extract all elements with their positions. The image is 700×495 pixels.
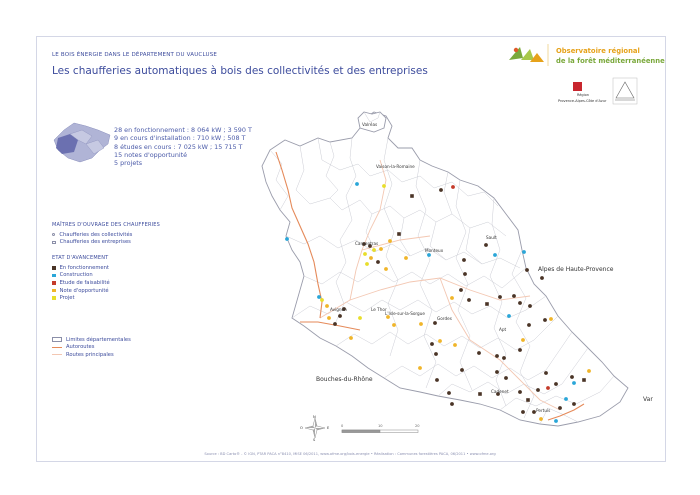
boiler-marker [355,182,359,186]
status-swatch-icon [52,274,56,278]
boiler-marker [543,318,547,322]
boiler-marker [498,295,502,299]
boiler-marker [554,419,558,423]
stat-line: 28 en fonctionnement : 8 064 kW ; 3 590 T [114,126,252,134]
boiler-marker [327,316,331,320]
compass-o: O [300,426,303,430]
town-label: Cadenet [491,389,509,394]
boiler-marker [521,410,525,414]
boiler-marker [467,298,471,302]
scale-label: 10 [378,424,383,428]
region-label-bdr: Bouches-du-Rhône [316,376,373,383]
status-swatch-icon [52,266,56,270]
stat-line: 5 projets [114,159,143,168]
status-swatch-icon [52,296,56,300]
boiler-marker [582,378,586,382]
scale-label: 20 [415,424,420,428]
boiler-marker [404,256,408,260]
boiler-marker [388,239,392,243]
boiler-marker [427,253,431,257]
boiler-marker [433,321,437,325]
legend-owners [52,222,160,246]
boiler-marker [338,314,342,318]
boiler-marker [518,390,522,394]
boiler-marker [435,378,439,382]
boiler-marker [570,375,574,379]
map-title: Les chaufferies automatiques à bois des collectivités et des entreprises [52,65,428,77]
source-footer: Source : BD Carto® - © IGN, PTAR PACA n°8410, MISE 06/2011, www.ofme.org/bois-energie • Réalisation : Communes forestières PACA, 06/2011 • www.ofme.org [204,452,496,456]
boiler-marker [477,351,481,355]
motorway-symbol-icon [52,347,62,348]
legend-label: Limites départementales [66,336,131,343]
boiler-marker [536,388,540,392]
boiler-marker [418,366,422,370]
boiler-marker [463,272,467,276]
boiler-marker [450,296,454,300]
legend-item [52,336,131,344]
stat-line: 15 notes d'opportunité [114,150,188,159]
boiler-marker [382,184,386,188]
town-label: Gordes [437,316,452,321]
circle-symbol-icon [52,233,55,236]
boiler-marker [363,252,367,256]
boiler-marker [540,276,544,280]
boiler-marker [462,258,466,262]
boiler-marker [504,376,508,380]
legend-item [52,264,110,272]
town-label: Vaison-la-Romaine [376,164,415,169]
boiler-marker [459,288,463,292]
boiler-marker [369,256,373,260]
town-label: L'Isle-sur-la-Sorgue [385,311,425,316]
boiler-marker [572,402,576,406]
status-swatch-icon [52,289,56,293]
boiler-marker [317,295,321,299]
boiler-marker [484,243,488,247]
boiler-marker [397,232,401,236]
legend-item [52,287,110,295]
boiler-marker [320,298,324,302]
boiler-marker [544,371,548,375]
region-label-full: Provence-Alpes-Côte d'Azur [558,99,607,103]
town-label: Valréas [362,122,378,127]
boiler-marker [522,250,526,254]
compass-n: N [313,415,316,419]
boiler-marker [333,322,337,326]
legend-item [52,239,160,247]
boiler-marker [518,348,522,352]
ofme-title-line2: de la forêt méditerranéenne [556,57,665,65]
boiler-marker [451,185,455,189]
legend-label: Etude de faisabilité [59,279,110,286]
boiler-marker [558,406,562,410]
region-label: Région [577,93,589,97]
boiler-marker [493,253,497,257]
town-label: Avignon [330,307,347,312]
boiler-marker [526,398,530,402]
legend-item [52,344,131,352]
legend-label: Projet [59,295,75,302]
status-swatch-icon [52,281,56,285]
legend-status-title: ETAT D'AVANCEMENT [52,255,109,261]
boiler-marker [485,302,489,306]
boiler-marker [525,268,529,272]
boiler-marker [392,323,396,327]
boiler-marker [410,194,414,198]
boiler-marker [376,260,380,264]
boiler-marker [453,343,457,347]
town-label: Apt [499,327,507,332]
road-symbol-icon [52,354,62,355]
boiler-marker [495,370,499,374]
boiler-marker [549,317,553,321]
legend-label: Chaufferies des entreprises [59,239,131,246]
town-label: Pertuis [536,408,551,413]
boiler-marker [502,356,506,360]
stat-line: 8 études en cours : 7 025 kW ; 15 715 T [114,142,243,151]
stat-line: 9 en cours d'installation : 710 kW ; 508 T [114,134,246,143]
compass-s: S [313,438,316,442]
boiler-marker [512,294,516,298]
legend-item [52,279,110,287]
stats-block [114,126,252,167]
boiler-marker [450,402,454,406]
boiler-marker [447,391,451,395]
boiler-marker [518,301,522,305]
town-label: Le Thor [371,307,387,312]
compass-e: E [327,426,330,430]
boiler-marker [546,386,550,390]
boiler-marker [372,248,376,252]
legend-owners-title: MAÎTRES D'OUVRAGE DES CHAUFFERIES [52,222,161,228]
legend-label: Construction [59,272,93,279]
legend-item [52,351,131,359]
boiler-marker [285,237,289,241]
legend-label: Note d'opportunité [59,287,109,294]
map-supertitle: LE BOIS ÉNERGIE DANS LE DÉPARTEMENT DU VAUCLUSE [52,52,218,58]
boiler-marker [572,381,576,385]
boiler-marker [438,339,442,343]
boiler-marker [349,336,353,340]
boiler-marker [430,342,434,346]
boiler-marker [419,322,423,326]
town-label: Monteux [425,248,444,253]
square-symbol-icon [52,241,56,245]
boiler-marker [507,314,511,318]
boiler-marker [527,323,531,327]
legend-item [52,231,160,239]
boiler-marker [521,338,525,342]
boiler-marker [384,267,388,271]
boiler-marker [365,262,369,266]
legend-label: Routes principales [66,351,114,358]
boiler-marker [439,188,443,192]
scale-label: 0 [341,424,344,428]
region-label-alpes: Alpes de Haute-Provence [538,266,614,273]
boiler-marker [539,417,543,421]
town-label: Carpentras [355,241,379,246]
legend-label: Chaufferies des collectivités [59,231,133,238]
boiler-marker [528,304,532,308]
boiler-marker [358,316,362,320]
boiler-marker [460,368,464,372]
boiler-marker [587,369,591,373]
boiler-marker [325,304,329,308]
boiler-marker [379,247,383,251]
region-label-var: Var [643,396,653,403]
boiler-marker [495,354,499,358]
legend-label: En fonctionnement [59,264,109,271]
ofme-title-line1: Observatoire régional [556,47,640,55]
legend-label: Autoroutes [66,344,95,351]
legend-item [52,294,110,302]
boiler-marker [478,392,482,396]
legend-lines [52,336,131,359]
boundary-symbol-icon [52,337,62,342]
boiler-marker [434,352,438,356]
boiler-marker [564,397,568,401]
boiler-marker [554,382,558,386]
legend-status [52,255,110,302]
legend-item [52,272,110,280]
town-label: Sault [486,235,497,240]
